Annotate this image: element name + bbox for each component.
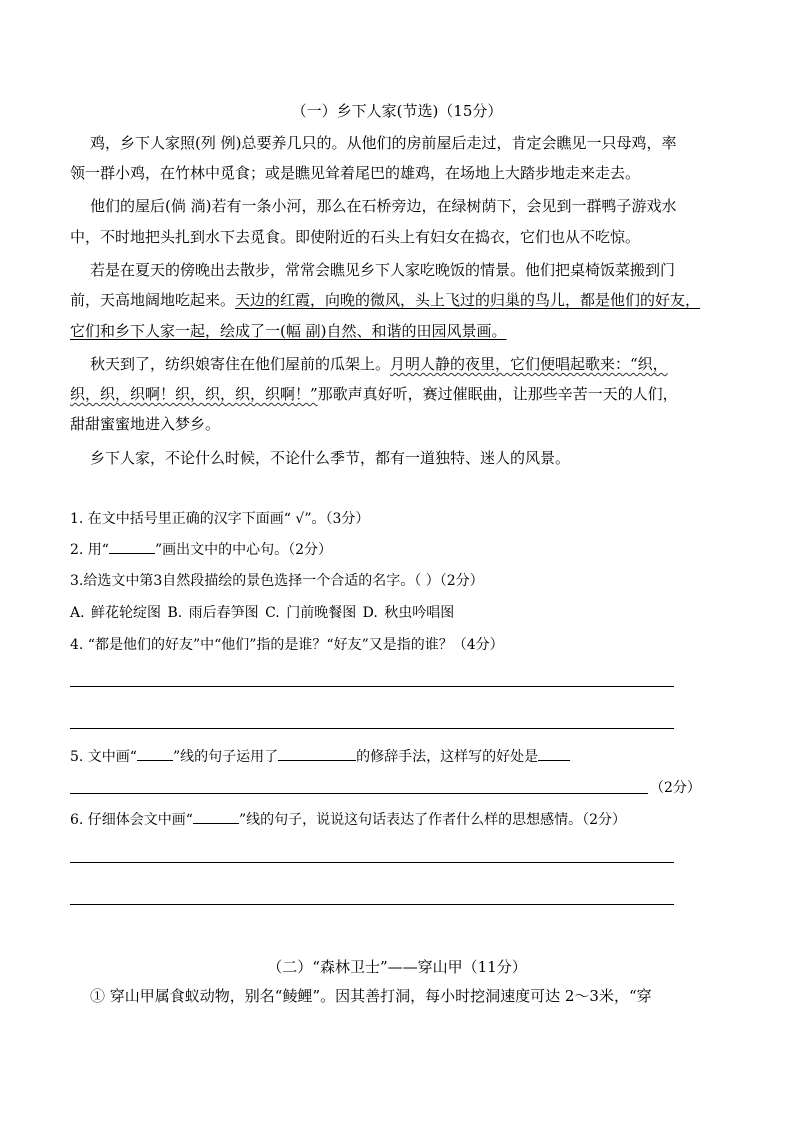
central-sentence-underlined-cont: 它们和乡下人家一起，绘成了一(幅 副)自然、和谐的田园风景画。 <box>70 322 507 340</box>
wavy-underlined-sentence-cont: 织，织，织啊！织，织，织，织啊！” <box>70 385 318 403</box>
question-2 <box>70 540 332 560</box>
question-4: 4. “都是他们的好友”中“他们”指的是谁？“好友”又是指的谁？（4分） <box>70 637 504 653</box>
text-segment: 前，天高地阔地吃起来。 <box>70 291 236 309</box>
question-3-options: A. 鲜花轮绽图 B. 雨后春笋图 C. 门前晚餐图 D. 秋虫吟唱图 <box>70 605 455 621</box>
section2-title: （二）“森林卫士”——穿山甲（11分） <box>267 958 527 976</box>
section1-title: （一）乡下人家(节选)（15分） <box>291 102 503 120</box>
answer-line[interactable] <box>70 793 648 794</box>
text-line <box>70 321 506 341</box>
text-segment: 秋天到了，纺织娘寄住在他们屋前的瓜架上。 <box>90 355 391 373</box>
question-text: 5. 文中画“ <box>70 749 137 765</box>
underline-sample <box>109 541 155 554</box>
question-text: 的修辞手法，这样写的好处是 <box>356 749 539 765</box>
text-line: 若是在夏天的傍晚出去散步，常常会瞧见乡下人家吃晚饭的情景。他们把桌椅饭菜搬到门 <box>90 261 676 279</box>
question-3: 3.给选文中第3自然段描绘的景色选择一个合适的名字。（ ）（2分） <box>70 573 484 589</box>
question-1: 1. 在文中括号里正确的汉字下面画“ √”。（3分） <box>70 511 370 527</box>
text-line: ① 穿山甲属食蚁动物，别名“鲮鲤”。因其善打洞，每小时挖洞速度可达 2～3米，“穿 <box>90 987 652 1005</box>
text-line: 他们的屋后(倘 淌)若有一条小河，那么在石桥旁边，在绿树荫下，会见到一群鸭子游戏水 <box>90 197 677 215</box>
question-5-score: （2分） <box>650 780 701 796</box>
wavy-underlined-sentence: 月明人静的夜里，它们便唱起歌来：“织， <box>390 355 668 373</box>
fill-blank[interactable] <box>278 748 356 761</box>
question-text: ”画出文中的中心句。（2分） <box>154 542 333 558</box>
question-text: 2. 用“ <box>70 542 109 558</box>
text-line <box>70 384 678 404</box>
text-line: 甜甜蜜蜜地进入梦乡。 <box>70 415 221 433</box>
answer-line[interactable] <box>70 862 674 863</box>
answer-line[interactable] <box>70 728 674 729</box>
underline-sample <box>137 748 173 761</box>
underline-sample <box>193 811 239 824</box>
question-text: ”线的句子，说说这句话表达了作者什么样的思想感情。（2分） <box>238 812 627 828</box>
answer-line[interactable] <box>70 904 674 905</box>
text-line: 乡下人家，不论什么时候，不论什么季节，都有一道独特、迷人的风景。 <box>90 449 571 467</box>
text-line: 领一群小鸡，在竹林中觅食；或是瞧见耸着尾巴的雄鸡，在场地上大踏步地走来走去。 <box>70 164 641 182</box>
question-text: ”线的句子运用了 <box>172 749 279 765</box>
text-segment: 那歌声真好听，赛过催眠曲，让那些辛苦一天的人们， <box>317 385 678 403</box>
answer-line[interactable] <box>70 686 674 687</box>
text-line <box>70 290 700 310</box>
text-line: 中，不时地把头扎到水下去觅食。即使附近的石头上有妇女在捣衣，它们也从不吃惊。 <box>70 228 641 246</box>
text-line: 鸡，乡下人家照(列 例)总要养几只的。从他们的房前屋后走过，肯定会瞧见一只母鸡，率 <box>90 134 677 152</box>
question-6 <box>70 810 626 830</box>
fill-blank[interactable] <box>538 748 570 761</box>
central-sentence-underlined: 天边的红霞，向晚的微风，头上飞过的归巢的鸟儿，都是他们的好友， <box>235 291 701 309</box>
text-line <box>90 354 668 374</box>
question-text: 6. 仔细体会文中画“ <box>70 812 193 828</box>
question-5 <box>70 747 570 767</box>
